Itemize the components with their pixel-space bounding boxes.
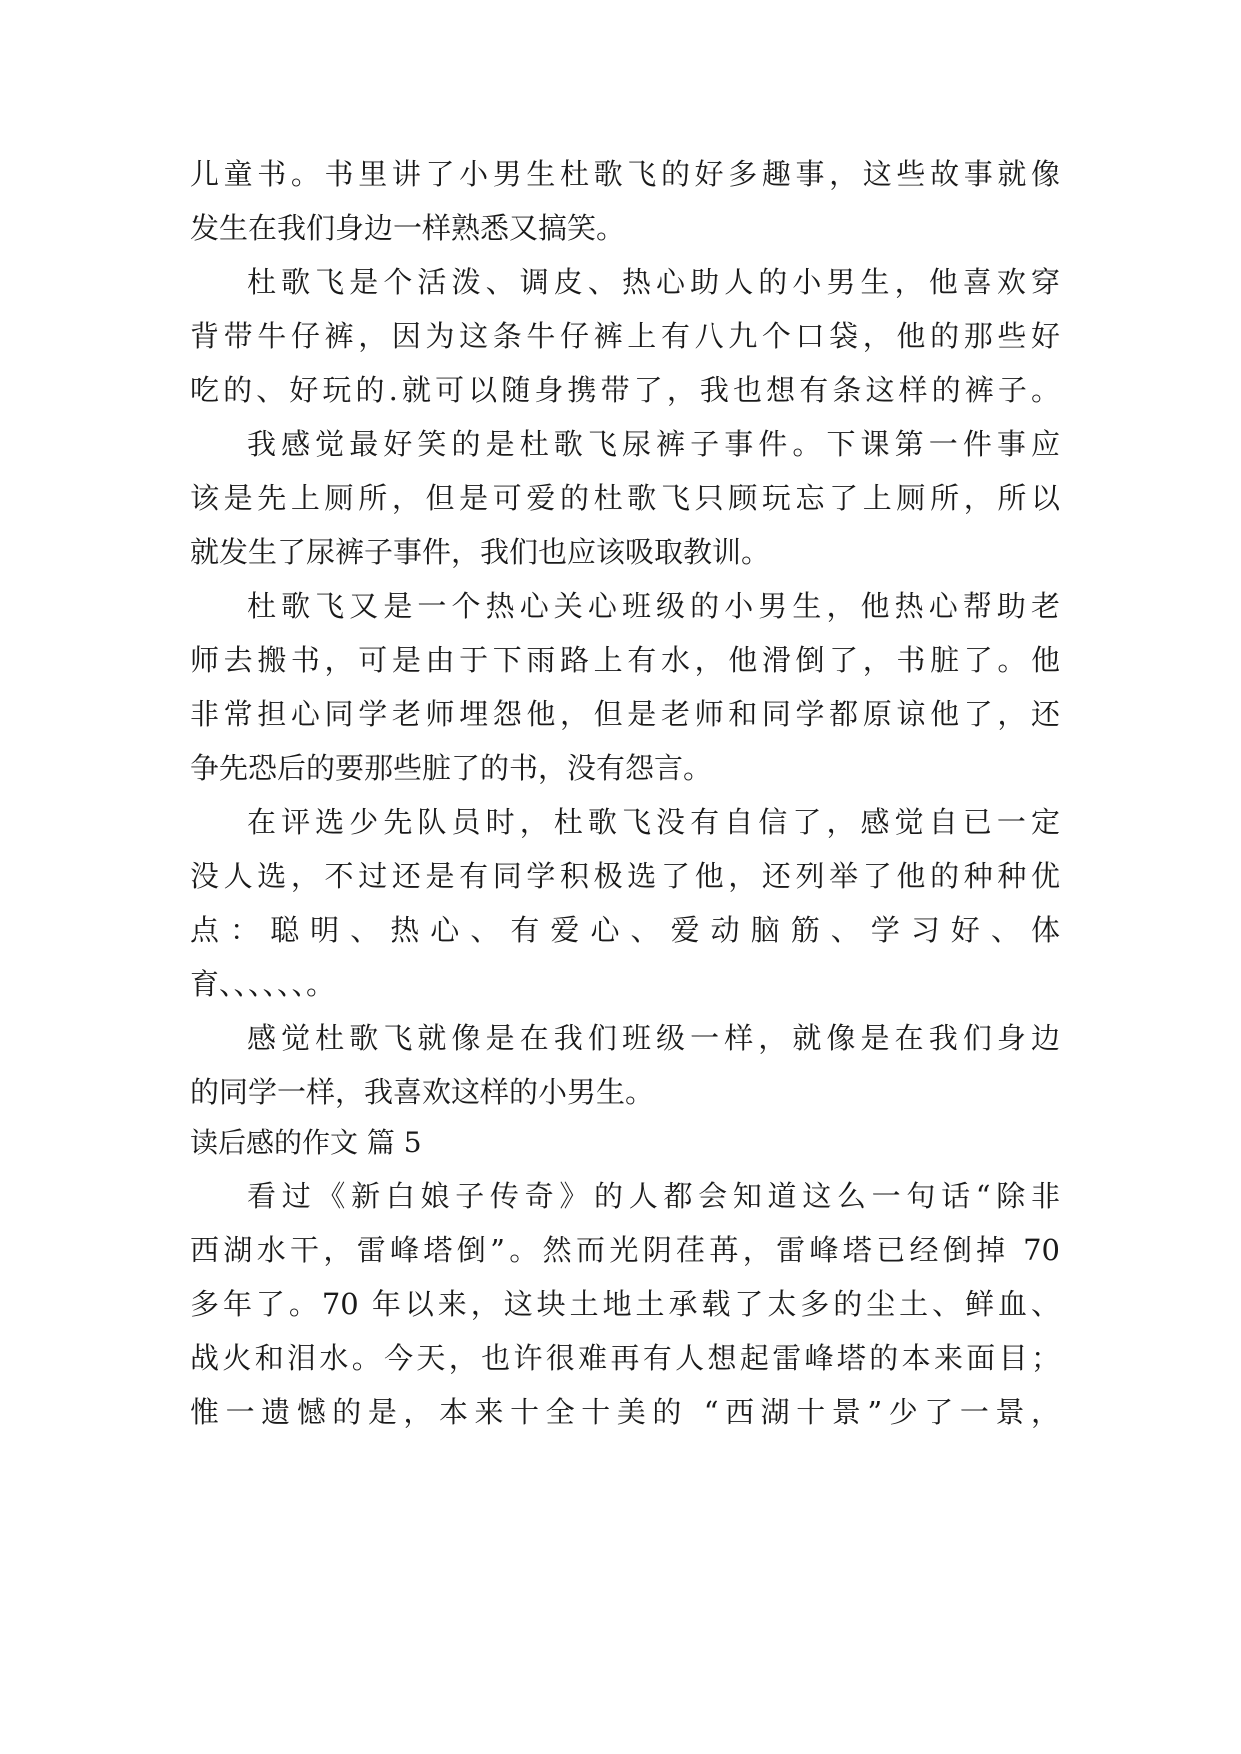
text-line: 西湖水干，雷峰塔倒”。然而光阴荏苒，雷峰塔已经倒掉 70 xyxy=(190,1233,1060,1267)
text-line: 点：聪明、热心、有爱心、爱动脑筋、学习好、体 xyxy=(190,913,1060,947)
paragraph-first-line: 我感觉最好笑的是杜歌飞尿裤子事件。下课第一件事应 xyxy=(247,427,1060,461)
text-line: 该是先上厕所，但是可爱的杜歌飞只顾玩忘了上厕所，所以 xyxy=(190,481,1060,515)
text-line: 惟一遗憾的是，本来十全十美的 “西湖十景”少了一景， xyxy=(190,1395,1060,1429)
text-line: 多年了。70 年以来，这块土地土承载了太多的尘土、鲜血、 xyxy=(190,1287,1060,1321)
text-line: 儿童书。书里讲了小男生杜歌飞的好多趣事，这些故事就像 xyxy=(190,157,1060,191)
paragraph-first-line: 杜歌飞又是一个热心关心班级的小男生，他热心帮助老 xyxy=(247,589,1060,623)
text-line: 吃的、好玩的.就可以随身携带了，我也想有条这样的裤子。 xyxy=(190,373,1060,407)
text-line: 师去搬书，可是由于下雨路上有水，他滑倒了，书脏了。他 xyxy=(190,643,1060,677)
text-line: 育、、、、、、。 xyxy=(190,967,336,1001)
text-line: 的同学一样，我喜欢这样的小男生。 xyxy=(190,1075,655,1109)
text-line: 争先恐后的要那些脏了的书，没有怨言。 xyxy=(190,751,713,785)
section-heading: 读后感的作文 篇 5 xyxy=(190,1126,422,1159)
paragraph-first-line: 杜歌飞是个活泼、调皮、热心助人的小男生，他喜欢穿 xyxy=(247,265,1060,299)
paragraph-first-line: 在评选少先队员时，杜歌飞没有自信了，感觉自已一定 xyxy=(247,805,1060,839)
text-line: 背带牛仔裤，因为这条牛仔裤上有八九个口袋，他的那些好 xyxy=(190,319,1060,353)
text-line: 就发生了尿裤子事件，我们也应该吸取教训。 xyxy=(190,535,771,569)
text-line: 非常担心同学老师埋怨他，但是老师和同学都原谅他了，还 xyxy=(190,697,1060,731)
paragraph-first-line: 感觉杜歌飞就像是在我们班级一样，就像是在我们身边 xyxy=(247,1021,1060,1055)
text-line: 没人选，不过还是有同学积极选了他，还列举了他的种种优 xyxy=(190,859,1060,893)
text-line: 战火和泪水。今天，也许很难再有人想起雷峰塔的本来面目； xyxy=(190,1341,1060,1375)
paragraph-first-line: 看过《新白娘子传奇》的人都会知道这么一句话“除非 xyxy=(247,1179,1060,1213)
text-line: 发生在我们身边一样熟悉又搞笑。 xyxy=(190,211,626,245)
